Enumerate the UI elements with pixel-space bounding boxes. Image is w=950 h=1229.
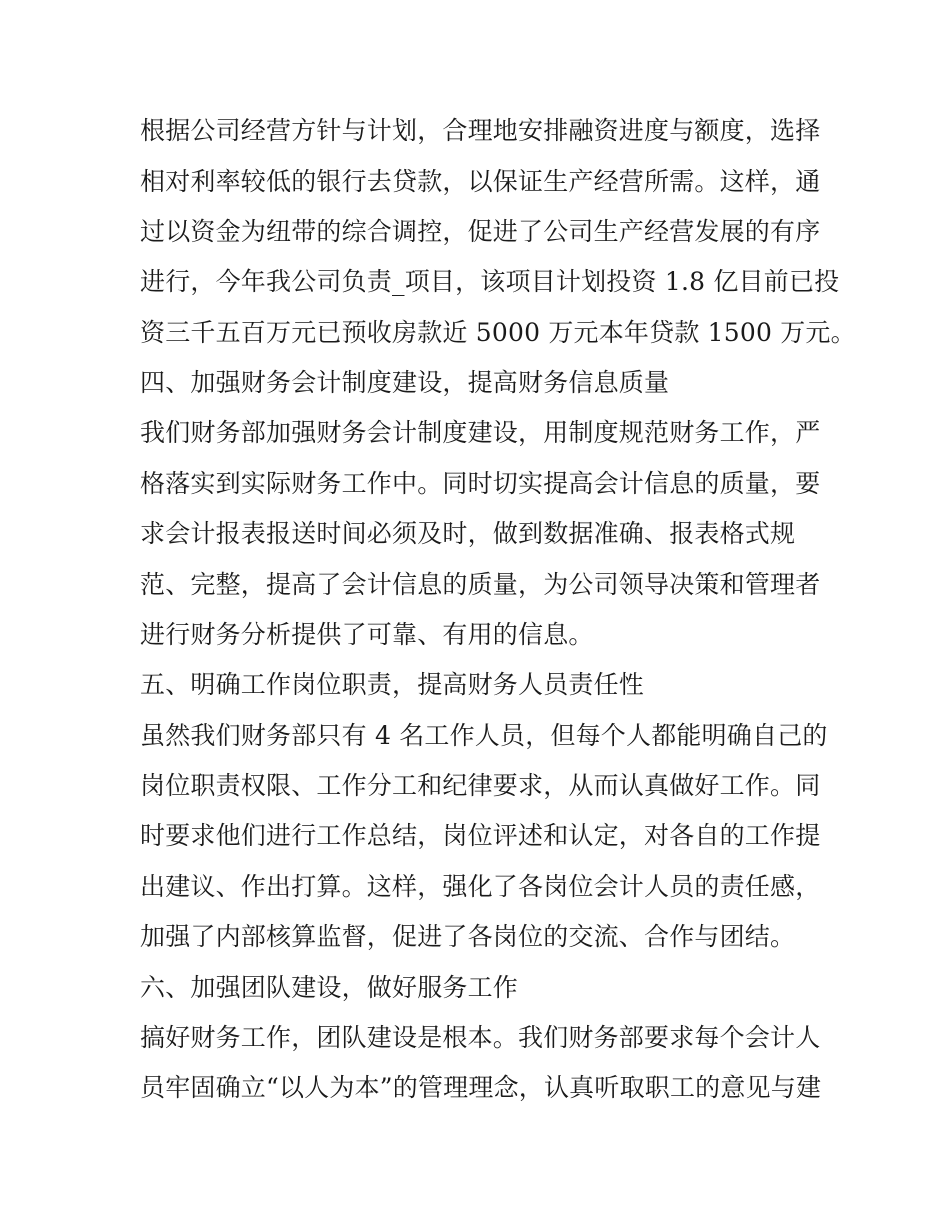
text-line: 资三千五百万元已预收房款近 5000 万元本年贷款 1500 万元。: [140, 318, 856, 347]
text-line: 格落实到实际财务工作中。同时切实提高会计信息的质量，要: [140, 469, 821, 498]
text-line: 岗位职责权限、工作分工和纪律要求，从而认真做好工作。同: [140, 771, 821, 800]
text-line: 根据公司经营方针与计划，合理地安排融资进度与额度，选择: [140, 116, 821, 145]
section-heading: 六、加强团队建设，做好服务工作: [140, 973, 519, 1002]
section-heading: 四、加强财务会计制度建设，提高财务信息质量: [140, 368, 670, 397]
text-line: 时要求他们进行工作总结，岗位评述和认定，对各自的工作提: [140, 821, 821, 850]
text-line: 我们财务部加强财务会计制度建设，用制度规范财务工作，严: [140, 418, 821, 447]
text-line: 出建议、作出打算。这样，强化了各岗位会计人员的责任感，: [140, 872, 821, 901]
text-line: 求会计报表报送时间必须及时，做到数据准确、报表格式规: [140, 519, 796, 548]
text-line: 相对利率较低的银行去贷款，以保证生产经营所需。这样，通: [140, 167, 821, 196]
text-line: 过以资金为纽带的综合调控，促进了公司生产经营发展的有序: [140, 217, 821, 246]
text-line: 虽然我们财务部只有 4 名工作人员，但每个人都能明确自己的: [140, 721, 828, 750]
text-line: 进行，今年我公司负责_项目，该项目计划投资 1.8 亿目前已投: [140, 267, 840, 296]
text-line: 范、完整，提高了会计信息的质量，为公司领导决策和管理者: [140, 570, 821, 599]
text-line: 加强了内部核算监督，促进了各岗位的交流、合作与团结。: [140, 922, 796, 951]
text-line: 搞好财务工作，团队建设是根本。我们财务部要求每个会计人: [140, 1023, 821, 1052]
text-line: 进行财务分析提供了可靠、有用的信息。: [140, 620, 594, 649]
section-heading: 五、明确工作岗位职责，提高财务人员责任性: [140, 670, 645, 699]
text-line: 员牢固确立“以人为本”的管理理念，认真听取职工的意见与建: [140, 1073, 822, 1102]
